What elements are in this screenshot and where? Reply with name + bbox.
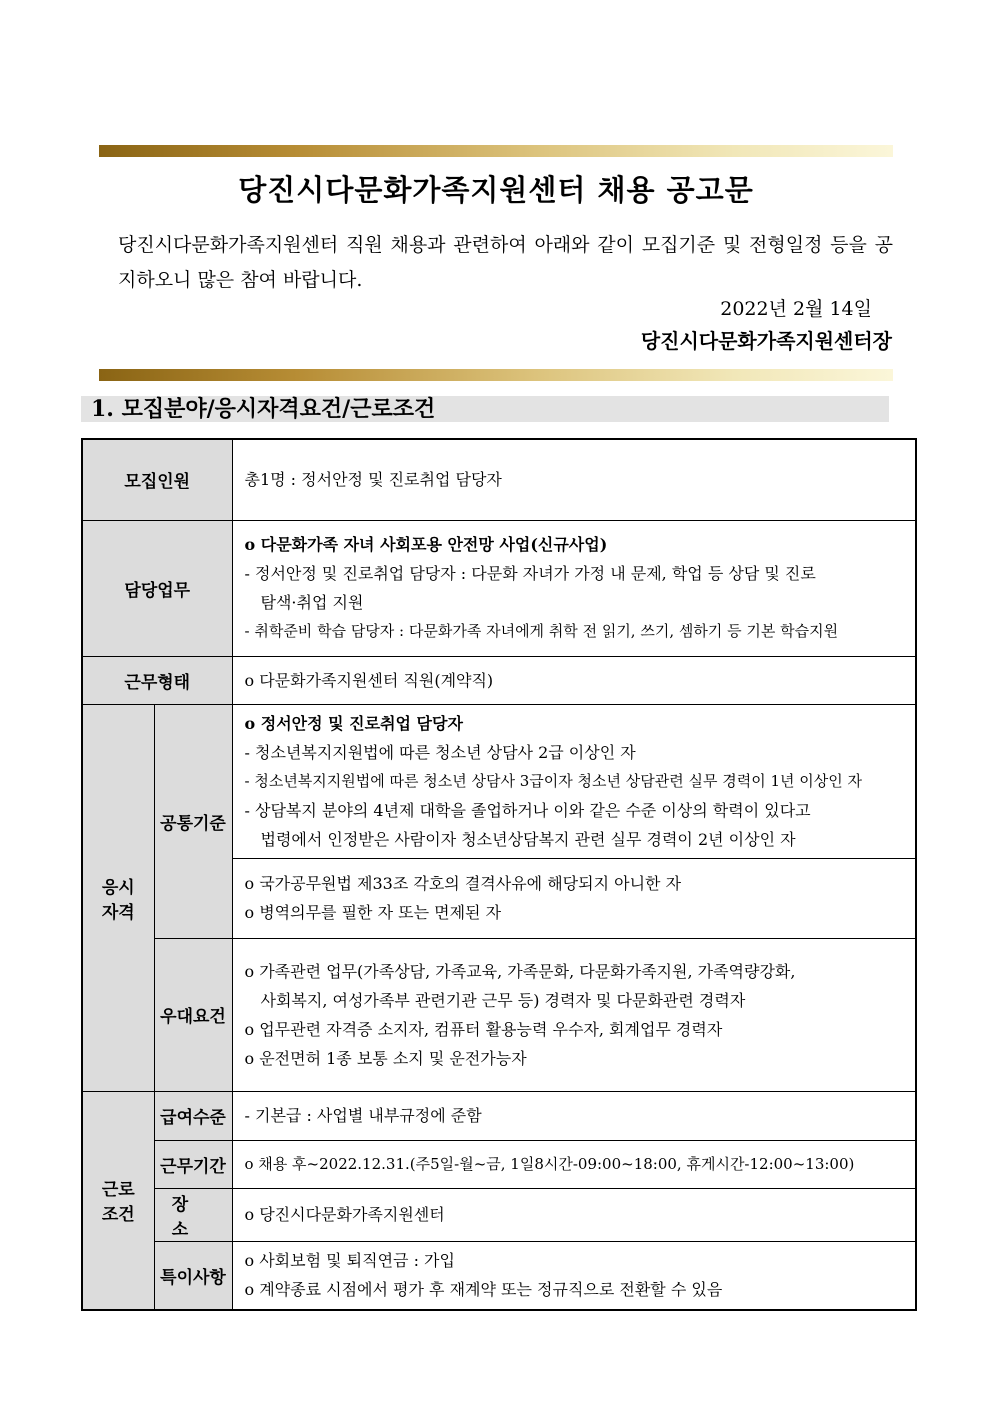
special-content xyxy=(232,1241,916,1310)
table-row xyxy=(82,1241,916,1310)
table-row xyxy=(82,656,916,704)
preferred-line: 사회복지, 여성가족부 관련기관 근무 등) 경력자 및 다문화관련 경력자 xyxy=(260,990,746,1010)
intro-paragraph: 당진시다문화가족지원센터 직원 채용과 관련하여 아래와 같이 모집기준 및 전형일정 등을 공지하오니 많은 참여 바랍니다. xyxy=(118,234,893,291)
preferred-label: 우대요건 xyxy=(154,938,232,1091)
salary-label: 급여수준 xyxy=(154,1091,232,1140)
salary-text: - 기본급 : 사업별 내부규정에 준함 xyxy=(232,1091,916,1140)
common-heading: o 정서안정 및 진로취업 담당자 xyxy=(244,713,463,733)
top-gold-bar xyxy=(99,145,893,157)
table-row xyxy=(82,704,916,858)
table-row xyxy=(82,520,916,656)
common-line: - 상담복지 분야의 4년제 대학을 졸업하거나 이와 같은 수준 이상의 학력이 있다고 xyxy=(244,800,811,820)
qualification-label-line: 자격 xyxy=(101,902,135,923)
general-line: o 국가공무원법 제33조 각호의 결격사유에 해당되지 아니한 자 xyxy=(244,874,682,893)
duties-heading: o 다문화가족 자녀 사회포용 안전망 사업(신규사업) xyxy=(244,535,608,554)
preferred-line: o 가족관련 업무(가족상담, 가족교육, 가족문화, 다문화가족지원, 가족역량강화, xyxy=(244,961,796,981)
general-criteria-content xyxy=(232,858,916,938)
recruit-text: 총1명 : 정서안정 및 진로취업 담당자 xyxy=(232,439,916,520)
bottom-gold-bar xyxy=(99,369,893,381)
preferred-line: o 업무관련 자격증 소지자, 컴퓨터 활용능력 우수자, 회계업무 경력자 xyxy=(244,1019,723,1039)
recruit-label: 모집인원 xyxy=(82,439,232,520)
place-label xyxy=(154,1188,232,1241)
duties-content xyxy=(232,520,916,656)
table-row xyxy=(82,1188,916,1241)
preferred-line: o 운전면허 1종 보통 소지 및 운전가능자 xyxy=(244,1048,527,1068)
special-line: o 계약종료 시점에서 평가 후 재계약 또는 정규직으로 전환할 수 있음 xyxy=(244,1280,723,1300)
place-label-text: 장 소 xyxy=(171,1194,215,1240)
notice-date: 2022년 2월 14일 xyxy=(720,298,872,320)
conditions-label-line: 근로 xyxy=(101,1180,135,1201)
signature: 당진시다문화가족지원센터장 xyxy=(640,329,892,353)
period-label: 근무기간 xyxy=(154,1140,232,1188)
common-line: 법령에서 인정받은 사람이자 청소년상담복지 관련 실무 경력이 2년 이상인 자 xyxy=(260,829,796,849)
duties-line: - 정서안정 및 진로취업 담당자 : 다문화 자녀가 가정 내 문제, 학업 등 상담 및 진로 xyxy=(244,564,816,583)
special-label: 특이사항 xyxy=(154,1241,232,1310)
table-row xyxy=(82,938,916,1091)
special-line: o 사회보험 및 퇴직연금 : 가입 xyxy=(244,1251,455,1271)
duties-line: 탐색·취업 지원 xyxy=(260,593,364,612)
worktype-label: 근무형태 xyxy=(82,656,232,704)
common-criteria-label: 공통기준 xyxy=(154,704,232,938)
general-line: o 병역의무를 필한 자 또는 면제된 자 xyxy=(244,903,502,922)
section-heading: 1. 모집분야/응시자격요건/근로조건 xyxy=(81,396,889,422)
common-criteria-content xyxy=(232,704,916,858)
conditions-label-line: 조건 xyxy=(101,1205,135,1226)
common-line: - 청소년복지지원법에 따른 청소년 상담사 2급 이상인 자 xyxy=(244,742,636,762)
worktype-text: o 다문화가족지원센터 직원(계약직) xyxy=(232,656,916,704)
table-row xyxy=(82,439,916,520)
period-text: o 채용 후~2022.12.31.(주5일-월~금, 1일8시간-09:00~18:00, 휴게시간-12:00~13:00) xyxy=(232,1140,916,1188)
duties-line: - 취학준비 학습 담당자 : 다문화가족 자녀에게 취학 전 읽기, 쓰기, 셈하기 등 기본 학습지원 xyxy=(244,622,839,640)
qualification-label-line: 응시 xyxy=(101,877,135,898)
duties-label: 담당업무 xyxy=(82,520,232,656)
table-row xyxy=(82,1091,916,1140)
common-line: - 청소년복지지원법에 따른 청소년 상담사 3급이자 청소년 상담관련 실무 경력이 1년 이상인 자 xyxy=(244,771,863,790)
place-text: o 당진시다문화가족지원센터 xyxy=(232,1188,916,1241)
recruitment-table xyxy=(81,438,917,1311)
qualification-label xyxy=(82,704,154,1091)
table-row xyxy=(82,1140,916,1188)
conditions-label xyxy=(82,1091,154,1310)
preferred-content xyxy=(232,938,916,1091)
page-title: 당진시다문화가족지원센터 채용 공고문 xyxy=(238,173,754,207)
